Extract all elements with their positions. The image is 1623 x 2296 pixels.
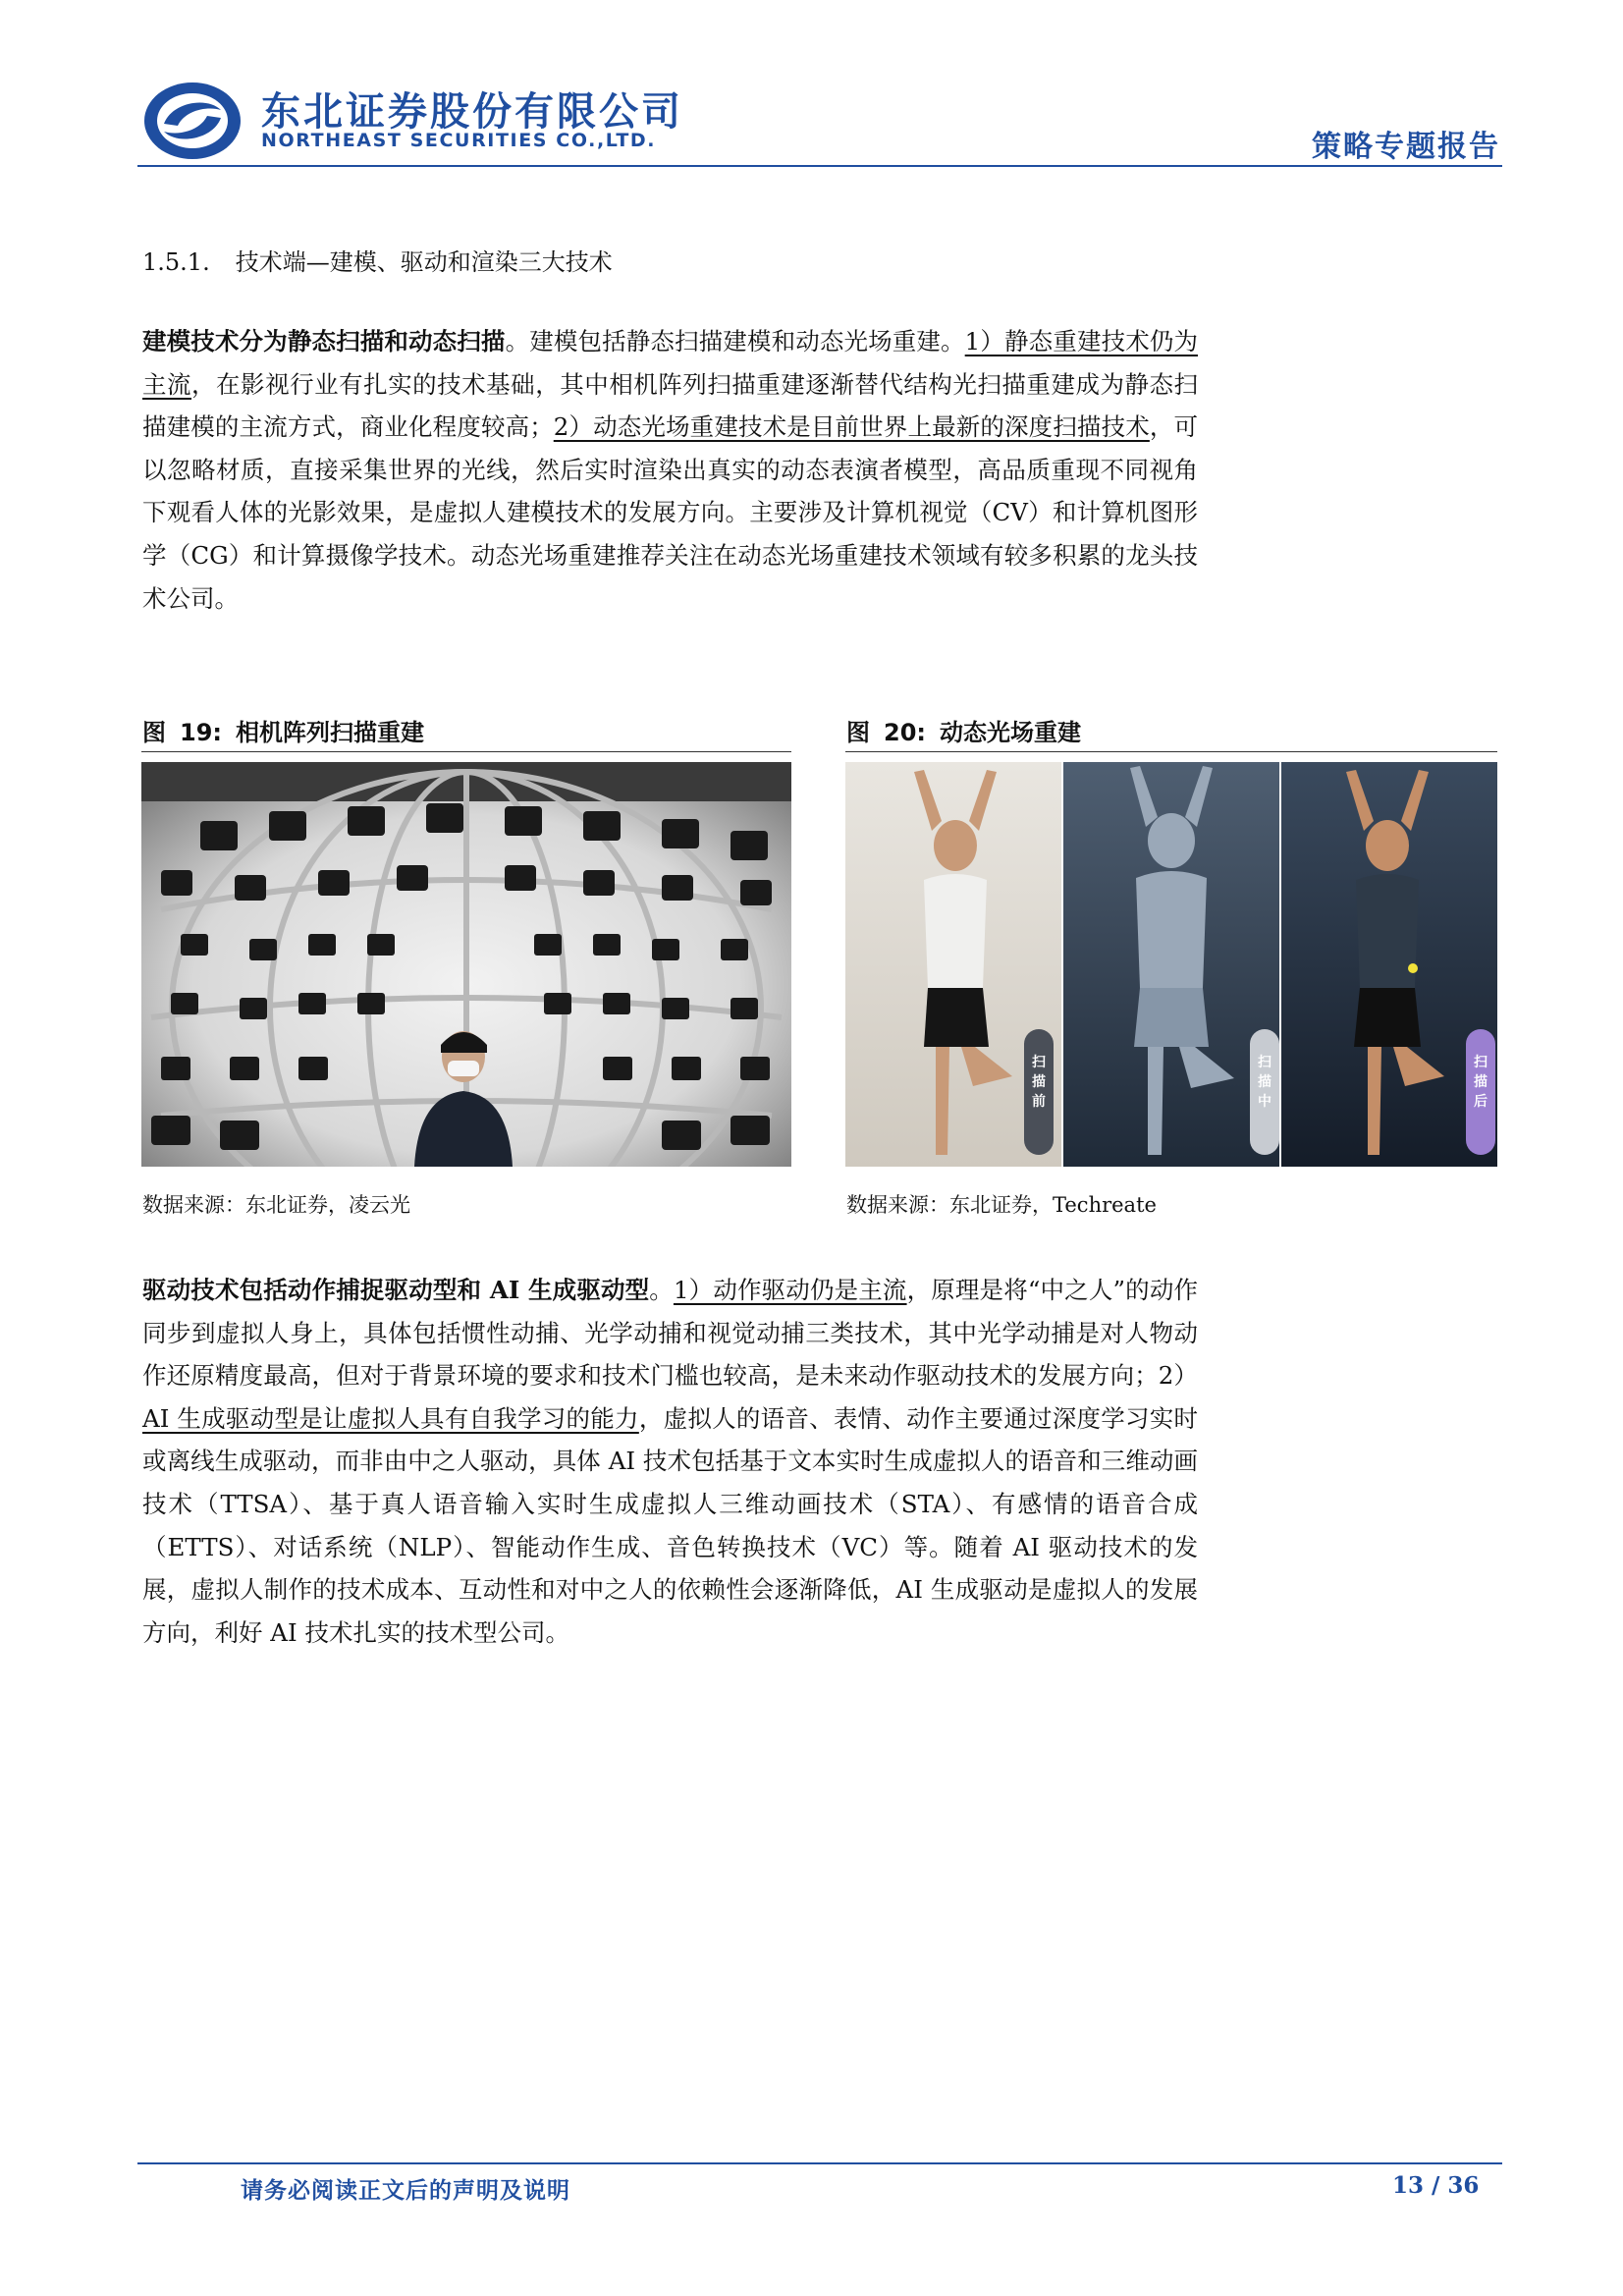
- figure-20-title: [846, 713, 1081, 747]
- figure-19-caption: 相机阵列扫描重建: [236, 719, 424, 746]
- scan-after-tag-3: 后: [1474, 1094, 1488, 1110]
- para1-text-1: 。建模包括静态扫描建模和动态光场重建。: [505, 327, 965, 355]
- para2-underline-2: AI 生成驱动型是让虚拟人具有自我学习的能力: [142, 1403, 639, 1433]
- figure-19-title: [142, 713, 424, 747]
- para1-text-2: ，在影视行业有扎实的技术基础，其中相机阵列扫描重建逐渐替代结构光扫描重建成为静态扫描建模的主流方式，商业化程度较高；: [142, 369, 1199, 442]
- figure-20-label: 图: [846, 719, 870, 746]
- modeling-paragraph: [142, 320, 1198, 620]
- figure-20-image: [845, 762, 1497, 1167]
- scan-during-tag-3: 中: [1258, 1094, 1271, 1110]
- para2-text-2: ，虚拟人的语音、表情、动作主要通过深度学习实时或离线生成驱动，而非由中之人驱动，具体 AI 技术包括基于文本实时生成虚拟人的语音和三维动画技术（TTSA）、基于真人语音输入实时生成虚拟人三维动画技术（STA）、有感情的语音合成（ETTS）、对话系统（NLP）、智能动作生成、音色转换技术（VC）等。随着 AI 驱动技术的发展，虚拟人制作的技术成本、互动性和对中之人的依赖性会逐渐降低，AI 生成驱动是虚拟人的发展方向，利好 AI 技术扎实的技术型公司。: [142, 1403, 1198, 1647]
- para1-lead: 建模技术分为静态扫描和动态扫描: [142, 327, 506, 355]
- figure-19-divider: [141, 751, 791, 752]
- para1-underline-1: 1）静态重建技术仍为主流: [142, 327, 1198, 399]
- footer-divider: [137, 2162, 1502, 2164]
- scan-during-tag-2: 描: [1258, 1074, 1271, 1090]
- para2-text-0: 。: [649, 1276, 674, 1304]
- scan-after-tag-2: 描: [1474, 1074, 1488, 1090]
- company-logo-icon: [142, 81, 243, 161]
- figure-20-caption: 动态光场重建: [940, 719, 1081, 746]
- figure-19-label: 图: [142, 719, 166, 746]
- driving-paragraph: [142, 1269, 1198, 1654]
- section-number: 1.5.1.: [142, 248, 210, 276]
- page-number: 13 / 36: [1392, 2172, 1480, 2199]
- figure-19-number: 19:: [180, 719, 222, 746]
- figure-20-source: 数据来源：东北证券，Techreate: [846, 1193, 1157, 1217]
- figure-20-number: 20:: [884, 719, 926, 746]
- figure-19-image: [141, 762, 791, 1167]
- scan-before-tag-2: 描: [1032, 1074, 1046, 1090]
- scan-before-tag-1: 扫: [1032, 1055, 1046, 1070]
- footer-disclaimer: 请务必阅读正文后的声明及说明: [241, 2178, 570, 2204]
- camera-array-photo: [141, 762, 791, 1167]
- header-divider: [137, 165, 1502, 167]
- section-heading: [142, 243, 613, 277]
- para2-lead: 驱动技术包括动作捕捉驱动型和 AI 生成驱动型: [142, 1276, 650, 1304]
- para1-text-3: ，可以忽略材质，直接采集世界的光线，然后实时渲染出真实的动态表演者模型，高品质重现不同视角下观看人体的光影效果，是虚拟人建模技术的发展方向。主要涉及计算机视觉（CV）和计算机图形学（CG）和计算摄像学技术。动态光场重建推荐关注在动态光场重建技术领域有较多积累的龙头技术公司。: [142, 412, 1198, 613]
- section-title: 技术端—建模、驱动和渲染三大技术: [235, 248, 613, 276]
- para1-underline-2: 2）动态光场重建技术是目前世界上最新的深度扫描技术: [553, 412, 1150, 442]
- scan-before-tag-3: 前: [1032, 1094, 1046, 1110]
- para2-underline-1: 1）动作驱动仍是主流: [673, 1276, 907, 1304]
- para2-text-1: ，原理是将“中之人”的动作同步到虚拟人身上，具体包括惯性动捕、光学动捕和视觉动捕三类技术，其中光学动捕是对人物动作还原精度最高，但对于背景环境的要求和技术门槛也较高，是未来动作驱动技术的发展方向；2）: [142, 1276, 1198, 1391]
- light-field-photo: [845, 762, 1497, 1167]
- figure-20-divider: [845, 751, 1497, 752]
- company-name-en: NORTHEAST SECURITIES CO.,LTD.: [261, 130, 657, 151]
- scan-after-tag-1: 扫: [1474, 1055, 1488, 1070]
- figure-19-source: 数据来源：东北证券，凌云光: [142, 1193, 410, 1217]
- company-name-cn: 东北证券股份有限公司: [261, 89, 683, 135]
- scan-during-tag-1: 扫: [1258, 1055, 1271, 1070]
- report-type-label: 策略专题报告: [1312, 130, 1500, 164]
